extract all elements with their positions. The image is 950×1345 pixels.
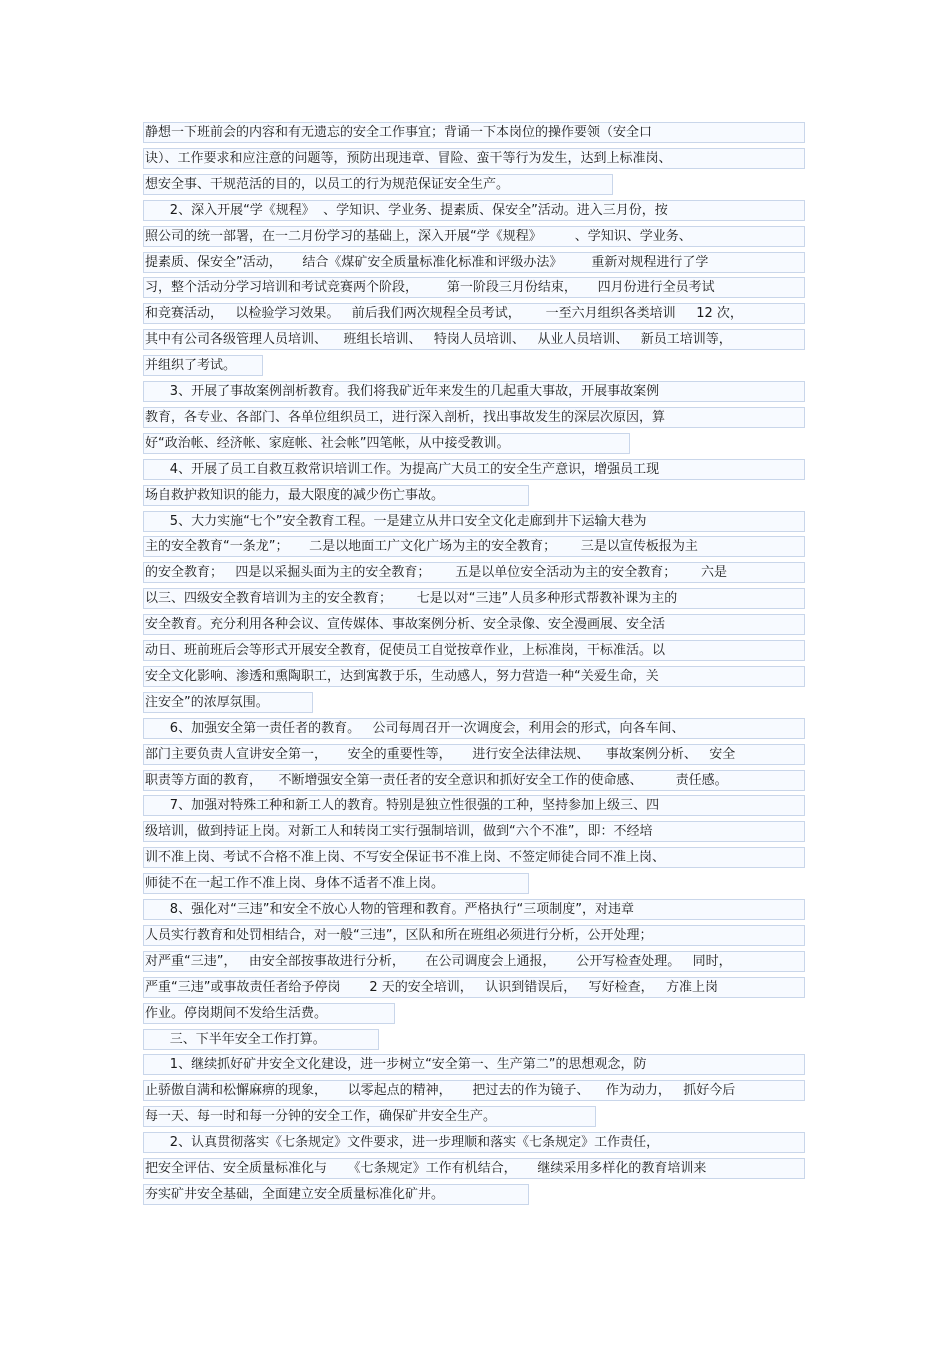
text-line: 每一天、每一时和每一分钟的安全工作，确保矿井安全生产。 [143, 1106, 596, 1127]
text-line: 8、强化对“三违”和安全不放心人物的管理和教育。严格执行“三项制度”，对违章 [143, 899, 805, 920]
text-line: 1、继续抓好矿井安全文化建设，进一步树立“安全第一、生产第二”的思想观念，防 [143, 1054, 805, 1075]
text-line: 场自救护救知识的能力，最大限度的减少伤亡事故。 [143, 485, 529, 506]
text-line: 夯实矿井安全基础，全面建立安全质量标准化矿井。 [143, 1184, 529, 1205]
text-line: 的安全教育； 四是以采掘头面为主的安全教育； 五是以单位安全活动为主的安全教育； 六是 [143, 562, 805, 583]
text-line: 主的安全教育“一条龙”； 二是以地面工广文化广场为主的安全教育； 三是以宣传板报为主 [143, 536, 805, 557]
text-line: 严重“三违”或事故责任者给予停岗 2 天的安全培训， 认识到错误后， 写好检查， 方准上岗 [143, 977, 805, 998]
text-line: 师徒不在一起工作不准上岗、身体不适者不准上岗。 [143, 873, 529, 894]
text-line: 照公司的统一部署，在一二月份学习的基础上，深入开展“学《规程》 、学知识、学业务、 [143, 226, 805, 247]
text-line: 想安全事、干规范活的目的，以员工的行为规范保证安全生产。 [143, 174, 613, 195]
text-line: 习，整个活动分学习培训和考试竞赛两个阶段， 第一阶段三月份结束， 四月份进行全员考试 [143, 277, 805, 298]
text-line: 其中有公司各级管理人员培训、 班组长培训、 特岗人员培训、 从业人员培训、 新员工培训等， [143, 329, 805, 350]
text-line: 4、开展了员工自救互救常识培训工作。为提高广大员工的安全生产意识，增强员工现 [143, 459, 805, 480]
text-line: 安全教育。充分利用各种会议、宣传媒体、事故案例分析、安全录像、安全漫画展、安全活 [143, 614, 805, 635]
text-line: 并组织了考试。 [143, 355, 263, 376]
text-line: 训不准上岗、考试不合格不准上岗、不写安全保证书不准上岗、不签定师徒合同不准上岗、 [143, 847, 805, 868]
text-line: 5、大力实施“七个”安全教育工程。一是建立从井口安全文化走廊到井下运输大巷为 [143, 511, 805, 532]
text-line: 提素质、保安全”活动， 结合《煤矿安全质量标准化标准和评级办法》 重新对规程进行了学 [143, 252, 805, 273]
text-line: 和竞赛活动， 以检验学习效果。 前后我们两次规程全员考试， 一至六月组织各类培训 12 次， [143, 303, 805, 324]
text-line: 级培训，做到持证上岗。对新工人和转岗工实行强制培训，做到“六个不准”，即：不经培 [143, 821, 805, 842]
text-line: 2、深入开展“学《规程》 、学知识、学业务、提素质、保安全”活动。进入三月份，按 [143, 200, 805, 221]
text-line: 作业。停岗期间不发给生活费。 [143, 1003, 395, 1024]
text-line: 安全文化影响、渗透和熏陶职工，达到寓教于乐，生动感人，努力营造一种“关爱生命，关 [143, 666, 805, 687]
text-line: 2、认真贯彻落实《七条规定》文件要求，进一步理顺和落实《七条规定》工作责任， [143, 1132, 805, 1153]
text-line: 3、开展了事故案例剖析教育。我们将我矿近年来发生的几起重大事故，开展事故案例 [143, 381, 805, 402]
text-line: 静想一下班前会的内容和有无遗忘的安全工作事宜；背诵一下本岗位的操作要领（安全口 [143, 122, 805, 143]
text-line: 把安全评估、安全质量标准化与 《七条规定》工作有机结合， 继续采用多样化的教育培训来 [143, 1158, 805, 1179]
text-line: 诀）、工作要求和应注意的问题等，预防出现违章、冒险、蛮干等行为发生，达到上标准岗、 [143, 148, 805, 169]
text-line: 止骄傲自满和松懈麻痹的现象， 以零起点的精神， 把过去的作为镜子、 作为动力， 抓好今后 [143, 1080, 805, 1101]
text-line: 对严重“三违”， 由安全部按事故进行分析， 在公司调度会上通报， 公开写检查处理。 同时， [143, 951, 805, 972]
text-line: 以三、四级安全教育培训为主的安全教育； 七是以对“三违”人员多种形式帮教补课为主的 [143, 588, 805, 609]
text-line: 动日、班前班后会等形式开展安全教育，促使员工自觉按章作业，上标准岗，干标准活。以 [143, 640, 805, 661]
text-line: 人员实行教育和处罚相结合，对一般“三违”，区队和所在班组必须进行分析，公开处理； [143, 925, 805, 946]
text-line: 6、加强安全第一责任者的教育。 公司每周召开一次调度会，利用会的形式，向各车间、 [143, 718, 805, 739]
text-line: 职责等方面的教育， 不断增强安全第一责任者的安全意识和抓好安全工作的使命感、 责任感。 [143, 770, 805, 791]
text-line: 教育，各专业、各部门、各单位组织员工，进行深入剖析，找出事故发生的深层次原因，算 [143, 407, 805, 428]
text-line: 注安全”的浓厚氛围。 [143, 692, 313, 713]
text-line: 部门主要负责人宣讲安全第一， 安全的重要性等， 进行安全法律法规、 事故案例分析、 安全 [143, 744, 805, 765]
text-line: 三、下半年安全工作打算。 [143, 1029, 379, 1050]
text-line: 好“政治帐、经济帐、家庭帐、社会帐”四笔帐，从中接受教训。 [143, 433, 630, 454]
text-line: 7、加强对特殊工种和新工人的教育。特别是独立性很强的工种，坚持参加上级三、四 [143, 795, 805, 816]
